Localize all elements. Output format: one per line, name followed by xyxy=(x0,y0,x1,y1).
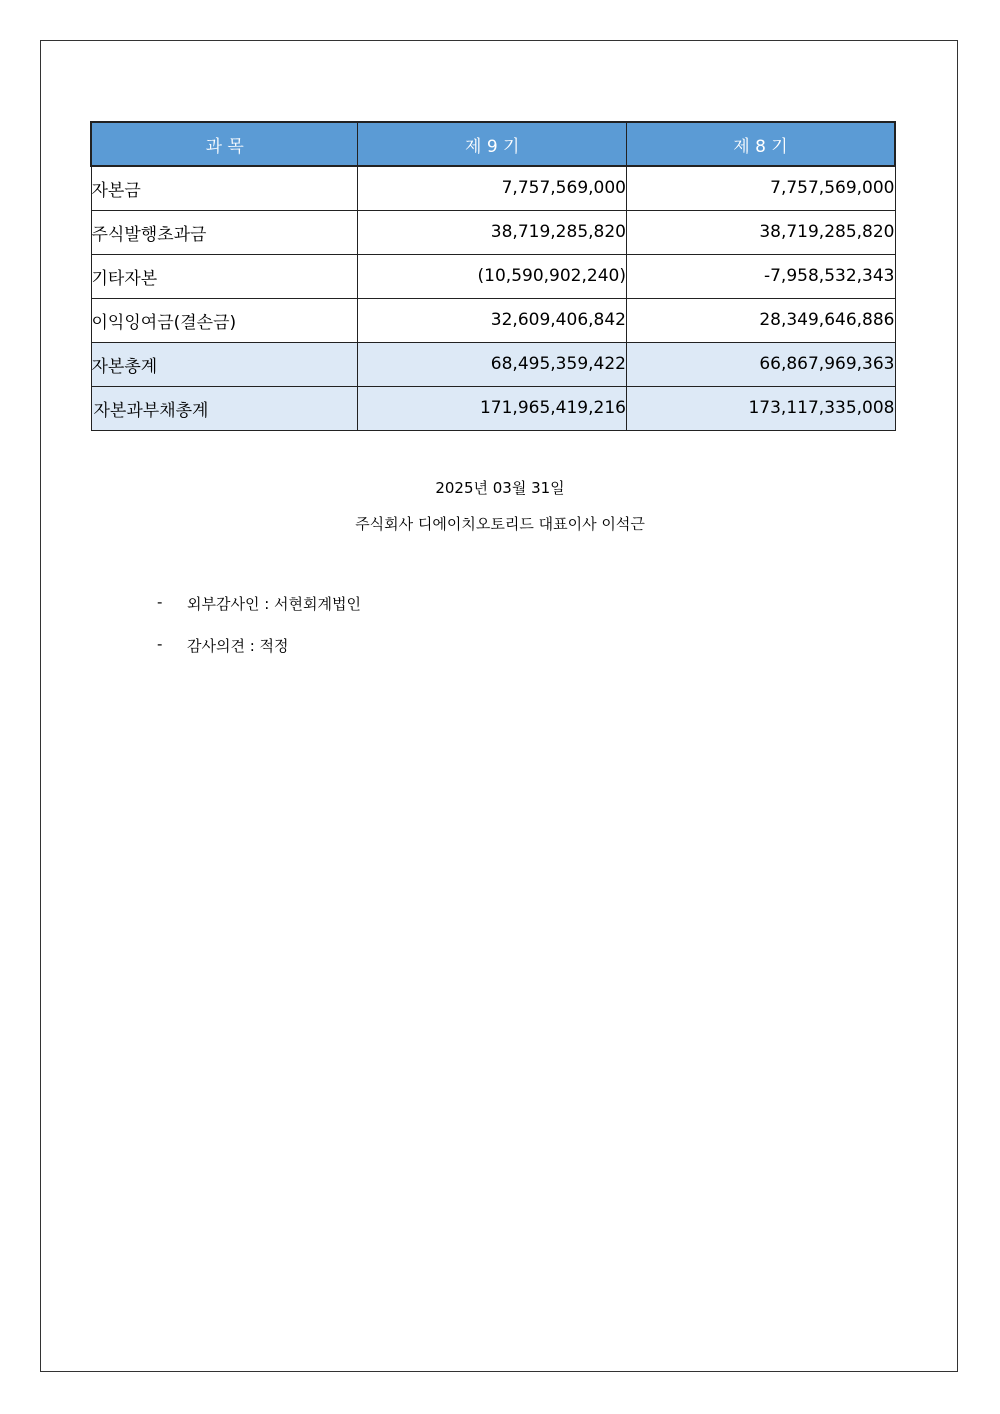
row-value-8: 28,349,646,886 xyxy=(626,298,895,342)
report-date: 2025년 03월 31일 xyxy=(435,479,565,497)
row-label: 자본과부채총계 xyxy=(91,386,358,430)
row-value-8: 66,867,969,363 xyxy=(626,342,895,386)
row-label: 기타자본 xyxy=(91,254,358,298)
table-header-row xyxy=(91,122,895,166)
list-item-audit-opinion xyxy=(157,635,289,656)
row-value-9: 32,609,406,842 xyxy=(358,298,627,342)
row-value-9: 68,495,359,422 xyxy=(358,342,627,386)
header-period-9: 제 9 기 xyxy=(358,122,627,166)
row-value-8: 173,117,335,008 xyxy=(626,386,895,430)
header-subject: 과 목 xyxy=(91,122,358,166)
row-label: 자본금 xyxy=(91,166,358,210)
row-value-9: 171,965,419,216 xyxy=(358,386,627,430)
header-period-8: 제 8 기 xyxy=(626,122,895,166)
table-row-total-equity xyxy=(91,342,895,386)
row-value-9: 7,757,569,000 xyxy=(358,166,627,210)
table-row-total-liabilities-equity xyxy=(91,386,895,430)
table-row xyxy=(91,210,895,254)
table-row xyxy=(91,298,895,342)
bullet-dash: - xyxy=(157,635,163,653)
audit-opinion-text: 감사의견 : 적정 xyxy=(187,637,289,655)
table-row xyxy=(91,254,895,298)
row-label: 주식발행초과금 xyxy=(91,210,358,254)
row-label: 이익잉여금(결손금) xyxy=(91,298,358,342)
list-item-auditor xyxy=(157,593,361,614)
equity-table xyxy=(90,121,896,431)
row-value-9: (10,590,902,240) xyxy=(358,254,627,298)
auditor-text: 외부감사인 : 서현회계법인 xyxy=(187,595,361,613)
row-label: 자본총계 xyxy=(91,342,358,386)
row-value-9: 38,719,285,820 xyxy=(358,210,627,254)
row-value-8: 7,757,569,000 xyxy=(626,166,895,210)
bullet-dash: - xyxy=(157,593,163,611)
company-representative: 주식회사 디에이치오토리드 대표이사 이석근 xyxy=(355,515,645,533)
row-value-8: 38,719,285,820 xyxy=(626,210,895,254)
table-row xyxy=(91,166,895,210)
row-value-8: -7,958,532,343 xyxy=(626,254,895,298)
